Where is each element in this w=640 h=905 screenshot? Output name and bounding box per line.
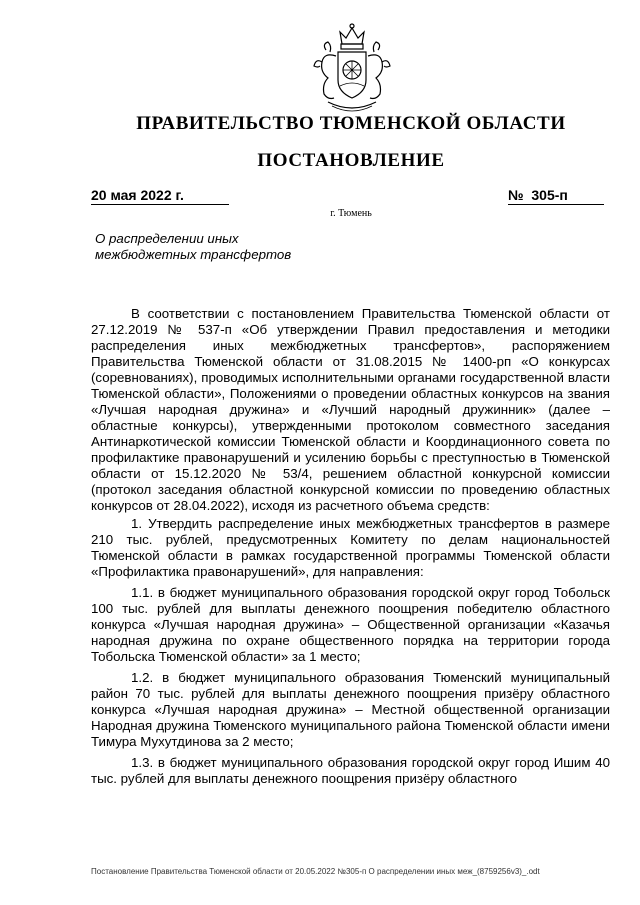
page-footer: Постановление Правительства Тюменской области от 20.05.2022 №305-п О распределении иных меж_(8759256v3)_.odt [91,867,540,876]
subject-line: межбюджетных трансфертов [95,247,292,262]
government-title: ПРАВИТЕЛЬСТВО ТЮМЕНСКОЙ ОБЛАСТИ [136,113,566,134]
document-subject [95,231,355,263]
document-type: ПОСТАНОВЛЕНИЕ [257,150,445,171]
document-city: г. Тюмень [330,208,372,219]
document-date: 20 мая 2022 г. [91,187,229,205]
body-paragraph: 1. Утвердить распределение иных межбюджетных трансфертов в размере 210 тыс. рублей, предусмотренных Комитету по делам национальностей Тюменской области в рамках государственной программы Тюменской области «Профилактика правонарушений», для направления: [91,516,610,579]
body-paragraph: 1.2. в бюджет муниципального образования Тюменский муниципальный район 70 тыс. рублей для выплаты денежного поощрения призёру областного конкурса «Лучшая народная дружина» – Местной общественной организации Народная дружина Тюменского муниципального района Тюменской области имени Тимура Мухутдинова за 2 место; [91,670,610,749]
body-paragraph: В соответствии с постановлением Правительства Тюменской области от 27.12.2019 № 537-п «Об утверждении Правил предоставления и методики распределения иных межбюджетных трансфертов», распоряжением Правительства Тюменской области от 31.08.2015 № 1400-рп «О конкурсах (соревнованиях), проводимых исполнительными органами государственной власти Тюменской области», Положениями о проведении областных конкурсов на звания «Лучшая народная дружина» и «Лучший народный дружинник» (далее – областные конкурсы), утвержденными протоколом совместного заседания Антинаркотической комиссии Тюменской области и Координационного совета по профилактике правонарушений и усилению борьбы с преступностью в Тюменской области от 15.12.2020 № 53/4, решением областной конкурсной комиссии (протокол заседания областной конкурсной комиссии по проведению областных конкурсов от 28.04.2022), исходя из расчетного объема средств: [91,306,610,513]
subject-line: О распределении иных [95,231,239,246]
document-number: № 305-п [508,187,604,205]
body-paragraph: 1.1. в бюджет муниципального образования городской округ город Тобольск 100 тыс. рублей для выплаты денежного поощрения победителю областного конкурса «Лучшая народная дружина» – Общественной организации «Казачья народная дружина по охране общественного порядка на территории города Тобольска Тюменской области» за 1 место; [91,585,610,664]
body-paragraph: 1.3. в бюджет муниципального образования городской округ город Ишим 40 тыс. рублей для выплаты денежного поощрения призёру областного [91,755,610,786]
coat-of-arms-emblem [302,22,402,114]
document-body [91,306,610,792]
